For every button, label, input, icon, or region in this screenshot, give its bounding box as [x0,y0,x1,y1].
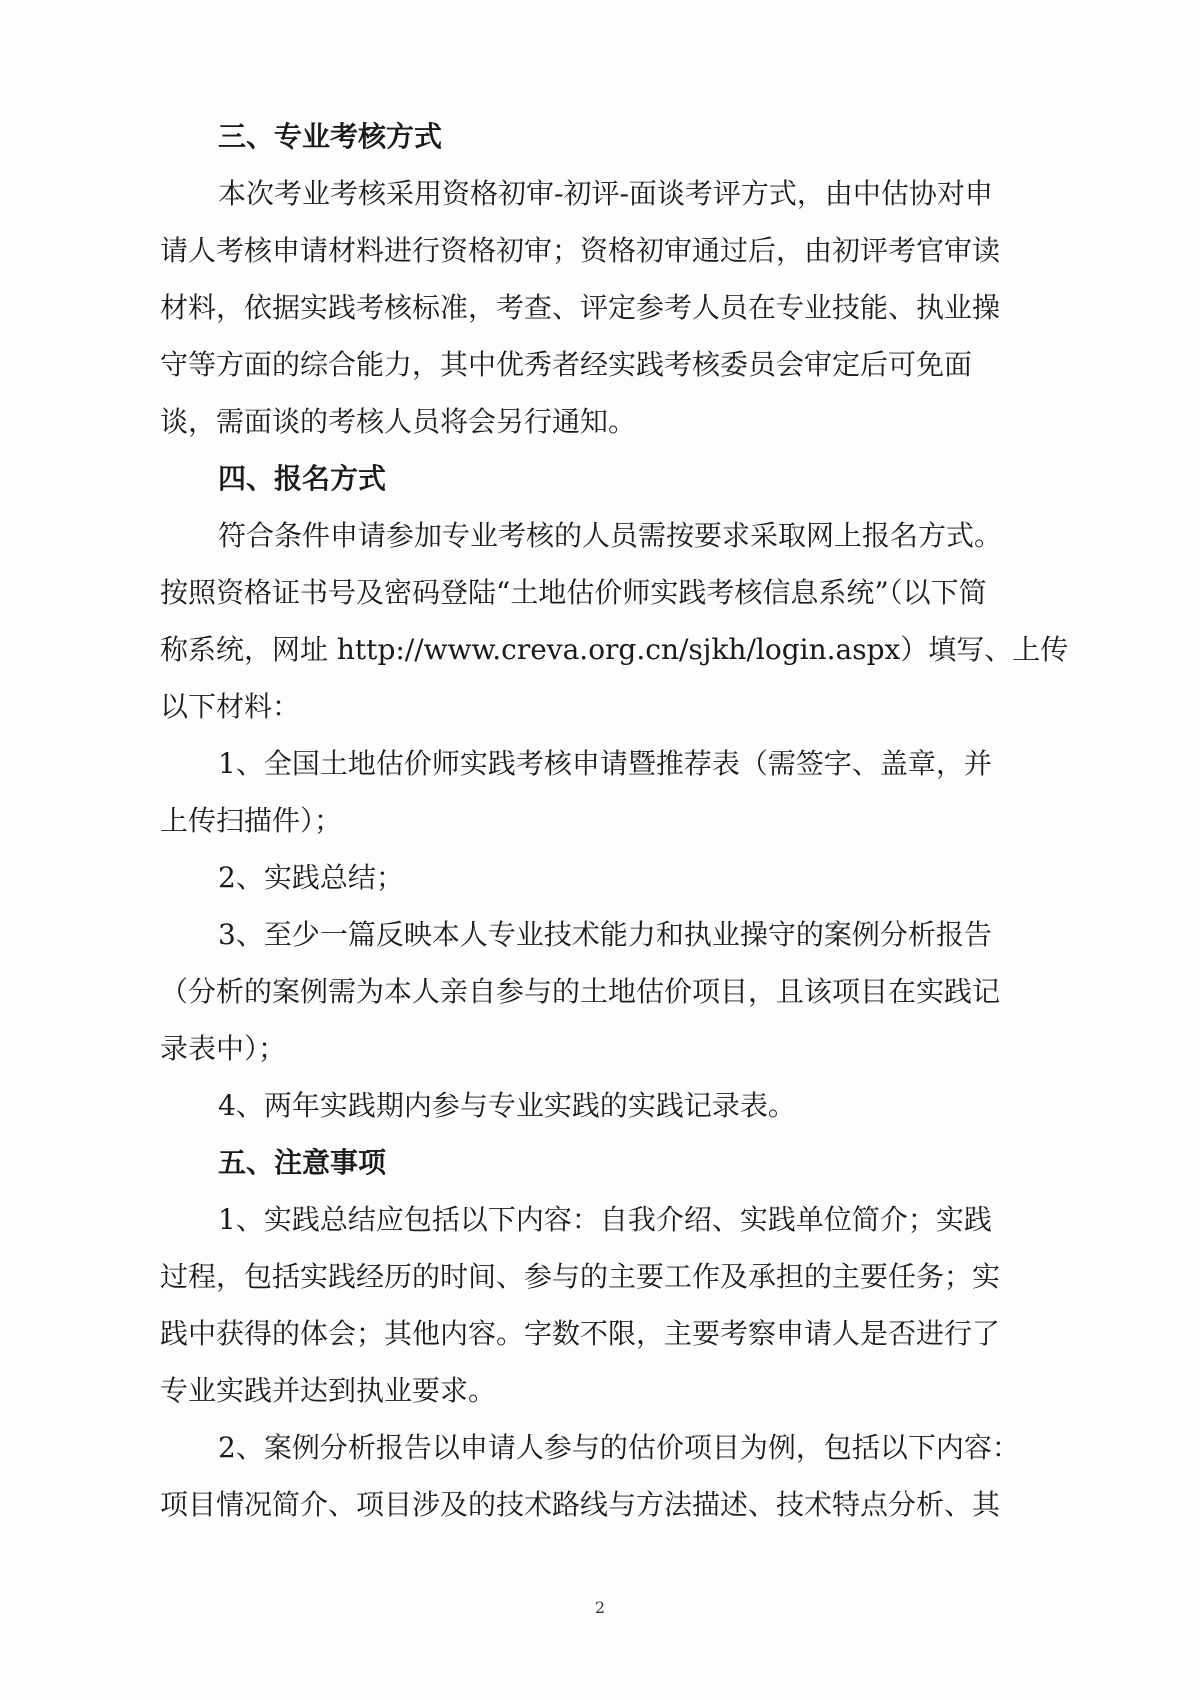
paragraph-line: 以下材料： [160,690,301,723]
note-item-1-cont: 践中获得的体会；其他内容。字数不限，主要考察申请人是否进行了 [160,1317,1001,1350]
list-item-3: 3、至少一篇反映本人专业技术能力和执业操守的案例分析报告 [218,918,992,951]
note-item-1: 1、实践总结应包括以下内容：自我介绍、实践单位简介；实践 [218,1203,992,1236]
section-heading-4: 四、报名方式 [218,462,387,495]
paragraph-line: 材料，依据实践考核标准，考查、评定参考人员在专业技能、执业操 [160,291,1001,324]
paragraph-line: 符合条件申请参加专业考核的人员需按要求采取网上报名方式。 [218,519,1003,552]
paragraph-line-url: 称系统，网址 http://www.creva.org.cn/sjkh/login.aspx）填写、上传 [160,633,1069,666]
section-heading-5: 五、注意事项 [218,1146,387,1179]
section-heading-3: 三、专业考核方式 [218,120,443,153]
paragraph-line: 谈，需面谈的考核人员将会另行通知。 [160,405,637,438]
note-item-2: 2、案例分析报告以申请人参与的估价项目为例，包括以下内容： [218,1431,1020,1464]
document-body [160,108,1069,1533]
list-item-4: 4、两年实践期内参与专业实践的实践记录表。 [218,1089,796,1122]
note-item-1-cont: 专业实践并达到执业要求。 [160,1374,497,1407]
paragraph-line: 按照资格证书号及密码登陆“土地估价师实践考核信息系统”（以下简 [160,576,987,609]
paragraph-line: 请人考核申请材料进行资格初审；资格初审通过后，由初评考官审读 [160,234,1001,267]
list-item-1: 1、全国土地估价师实践考核申请暨推荐表（需签字、盖章，并 [218,747,992,780]
page-number: 2 [594,1598,606,1617]
list-item-3-cont: （分析的案例需为本人亲自参与的土地估价项目，且该项目在实践记 [160,975,1001,1008]
list-item-2: 2、实践总结； [218,861,404,894]
paragraph-line: 守等方面的综合能力，其中优秀者经实践考核委员会审定后可免面 [160,348,973,381]
list-item-1-cont: 上传扫描件）； [160,804,343,837]
note-item-1-cont: 过程，包括实践经历的时间、参与的主要工作及承担的主要任务；实 [160,1260,1001,1293]
paragraph-line: 本次考业考核采用资格初审-初评-面谈考评方式，由中估协对申 [218,177,993,210]
list-item-3-cont: 录表中）； [160,1032,287,1065]
note-item-2-cont: 项目情况简介、项目涉及的技术路线与方法描述、技术特点分析、其 [160,1488,1001,1521]
